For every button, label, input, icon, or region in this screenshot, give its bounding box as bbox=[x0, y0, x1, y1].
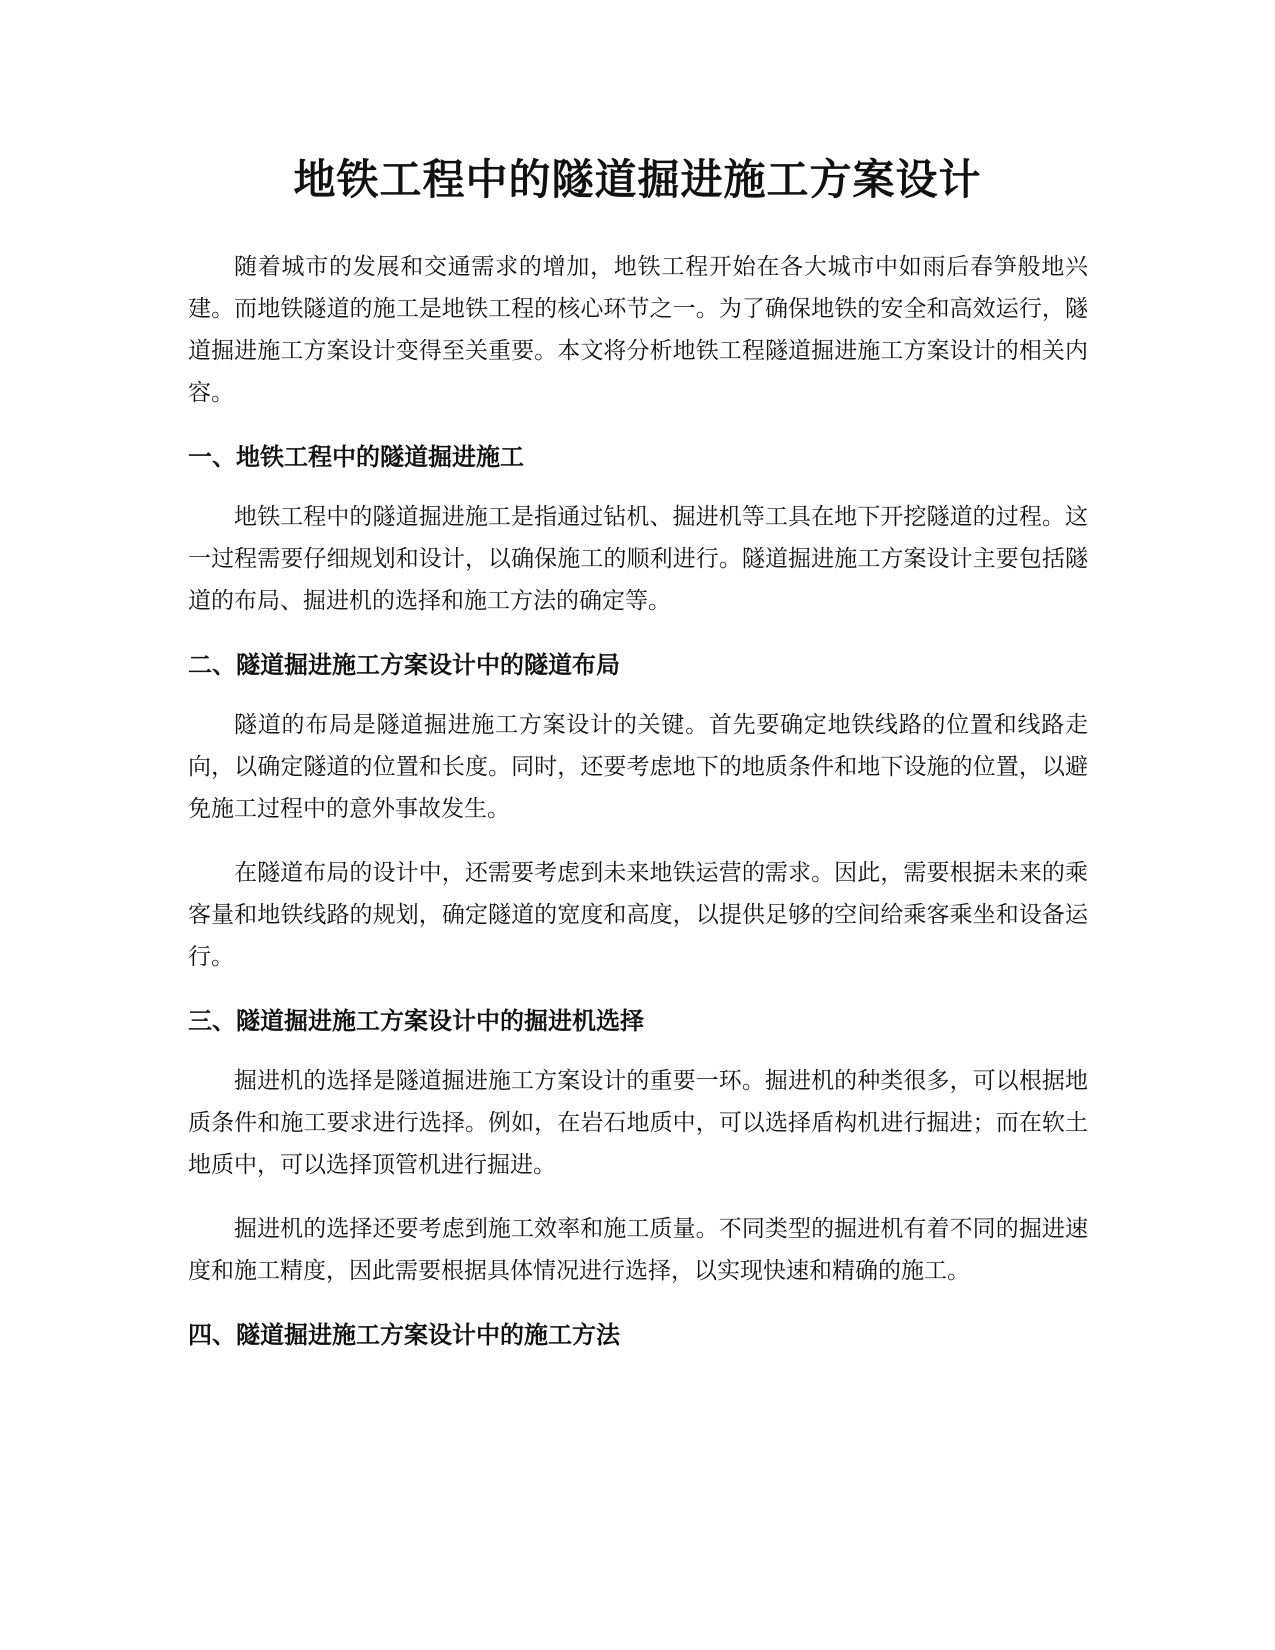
section-1-heading: 一、地铁工程中的隧道掘进施工 bbox=[188, 443, 524, 471]
section-3-paragraph-2: 掘进机的选择还要考虑到施工效率和施工质量。不同类型的掘进机有着不同的掘进速度和施工精度，因此需要根据具体情况进行选择，以实现快速和精确的施工。 bbox=[188, 1216, 1088, 1284]
section-2-heading: 二、隧道掘进施工方案设计中的隧道布局 bbox=[188, 651, 620, 679]
document-title: 地铁工程中的隧道掘进施工方案设计 bbox=[293, 155, 982, 204]
intro-paragraph: 随着城市的发展和交通需求的增加，地铁工程开始在各大城市中如雨后春笋般地兴建。而地铁隧道的施工是地铁工程的核心环节之一。为了确保地铁的安全和高效运行，隧道掘进施工方案设计变得至关重要。本文将分析地铁工程隧道掘进施工方案设计的相关内容。 bbox=[188, 254, 1088, 406]
section-3-paragraph-1: 掘进机的选择是隧道掘进施工方案设计的重要一环。掘进机的种类很多，可以根据地质条件和施工要求进行选择。例如，在岩石地质中，可以选择盾构机进行掘进；而在软土地质中，可以选择顶管机进行掘进。 bbox=[188, 1068, 1088, 1178]
section-2-paragraph-1: 隧道的布局是隧道掘进施工方案设计的关键。首先要确定地铁线路的位置和线路走向，以确定隧道的位置和长度。同时，还要考虑地下的地质条件和地下设施的位置，以避免施工过程中的意外事故发生。 bbox=[188, 712, 1088, 822]
section-4-heading: 四、隧道掘进施工方案设计中的施工方法 bbox=[188, 1321, 620, 1349]
section-2-paragraph-2: 在隧道布局的设计中，还需要考虑到未来地铁运营的需求。因此，需要根据未来的乘客量和地铁线路的规划，确定隧道的宽度和高度，以提供足够的空间给乘客乘坐和设备运行。 bbox=[188, 860, 1088, 970]
document-body bbox=[188, 246, 1088, 1356]
section-1-paragraph-1: 地铁工程中的隧道掘进施工是指通过钻机、掘进机等工具在地下开挖隧道的过程。这一过程需要仔细规划和设计，以确保施工的顺利进行。隧道掘进施工方案设计主要包括隧道的布局、掘进机的选择和施工方法的确定等。 bbox=[188, 504, 1088, 614]
section-3-heading: 三、隧道掘进施工方案设计中的掘进机选择 bbox=[188, 1007, 644, 1035]
